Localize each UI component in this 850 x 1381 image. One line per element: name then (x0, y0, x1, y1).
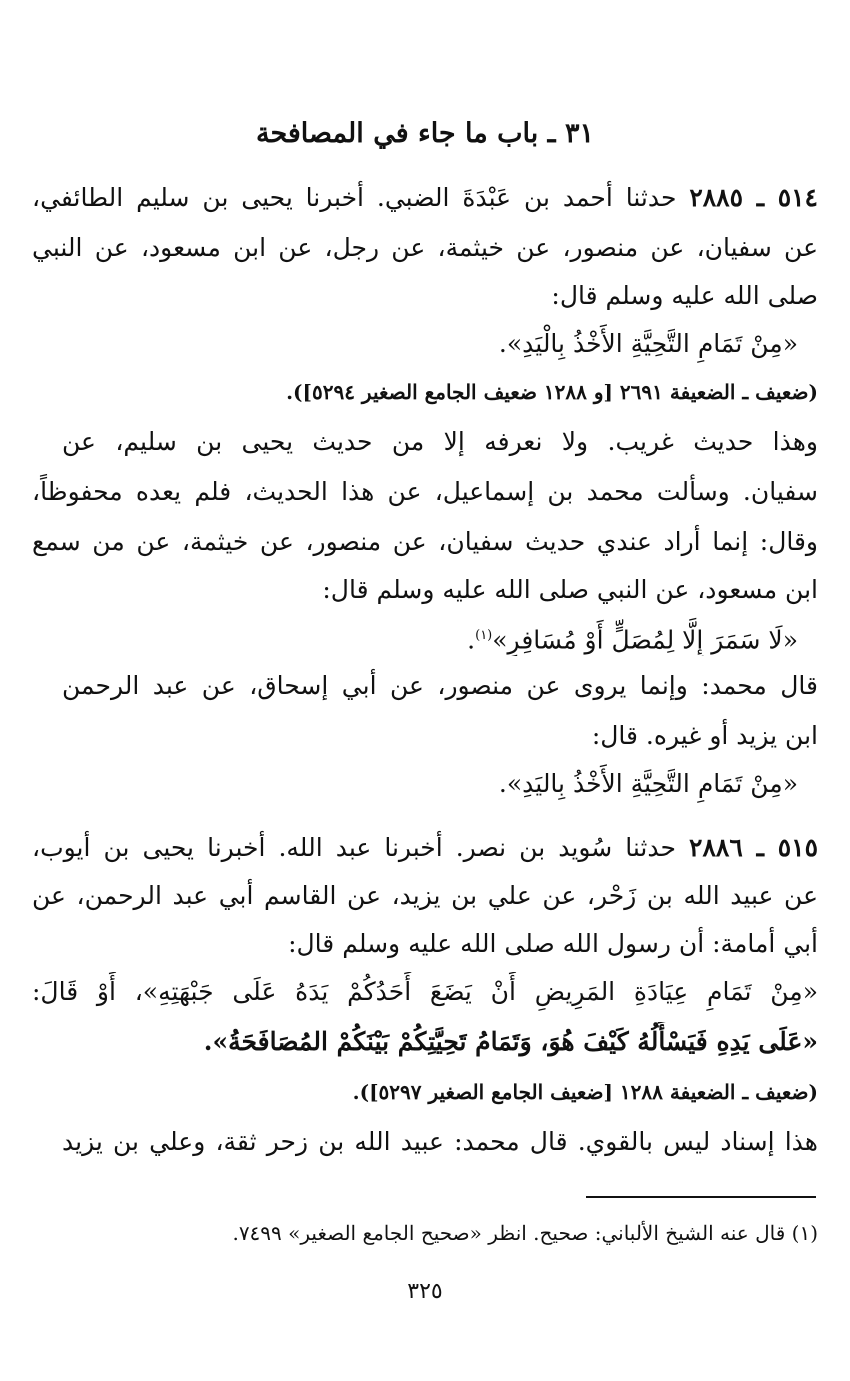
hadith-515-matn-1: «مِنْ تَمَامِ عِيَادَةِ المَرِيضِ أَنْ يَضَعَ أَحَدُكُمْ يَدَهُ عَلَى جَبْهَتِهِ»، أَوْ قَالَ: (32, 977, 818, 1006)
footnote-ref[interactable]: (١) (475, 628, 493, 643)
hadith-515-line-2: عن عبيد الله بن زَحْر، عن علي بن يزيد، عن القاسم أبي عبد الرحمن، عن (32, 881, 818, 910)
hadith-514-matn-2 (58, 616, 798, 656)
hadith-514-number: ٥١٤ ـ ٢٨٨٥ (689, 183, 818, 212)
footnote-1: (١) قال عنه الشيخ الألباني: صحيح. انظر «صحيح الجامع الصغير» ٧٤٩٩. (232, 1221, 818, 1245)
hadith-514-grading: (ضعيف ـ الضعيفة ٢٦٩١ [و ١٢٨٨ ضعيف الجامع الصغير ٥٢٩٤]). (286, 380, 818, 404)
comment-514-line-1: وهذا حديث غريب. ولا نعرفه إلا من حديث يحيى بن سليم، عن (62, 427, 818, 456)
hadith-514-matn-3: «مِنْ تَمَامِ التَّحِيَّةِ الأَخْذُ بِاليَدِ». (498, 769, 798, 798)
matn-2-end: . (467, 625, 476, 655)
comment-514-line-4: ابن مسعود، عن النبي صلى الله عليه وسلم قال: (322, 575, 818, 604)
comment-515-line-1: هذا إسناد ليس بالقوي. قال محمد: عبيد الله بن زحر ثقة، وعلي بن يزيد (62, 1127, 818, 1156)
footnote-divider (586, 1196, 816, 1198)
hadith-515-line-1 (32, 828, 818, 868)
hadith-515-matn-2: «عَلَى يَدِهِ فَيَسْأَلُهُ كَيْفَ هُوَ، وَتَمَامُ تَحِيَّتِكُمْ بَيْنَكُمْ المُصَافَحَةُ». (203, 1027, 818, 1056)
hadith-515-grading: (ضعيف ـ الضعيفة ١٢٨٨ [ضعيف الجامع الصغير ٥٢٩٧]). (352, 1080, 818, 1104)
hadith-514-matn: «مِنْ تَمَامِ التَّحِيَّةِ الأَخْذُ بِالْيَدِ». (498, 329, 798, 358)
hadith-514-line-3: صلى الله عليه وسلم قال: (551, 281, 818, 310)
chapter-title: ٣١ ـ باب ما جاء في المصافحة (256, 118, 594, 149)
hadith-514-line-2: عن سفيان، عن منصور، عن خيثمة، عن رجل، عن ابن مسعود، عن النبي (32, 233, 818, 262)
hadith-515-line-3: أبي أمامة: أن رسول الله صلى الله عليه وسلم قال: (288, 929, 818, 958)
page-number: ٣٢٥ (407, 1279, 443, 1304)
hadith-514-line-1 (32, 178, 818, 218)
comment-514-line-5: قال محمد: وإنما يروى عن منصور، عن أبي إسحاق، عن عبد الرحمن (62, 671, 818, 700)
matn-2-text: «لَا سَمَرَ إِلَّا لِمُصَلٍّ أَوْ مُسَافِرٍ» (492, 625, 798, 655)
comment-514-line-3: وقال: إنما أراد عندي حديث سفيان، عن منصور، عن خيثمة، عن من سمع (32, 527, 818, 556)
comment-514-line-2: سفيان. وسألت محمد بن إسماعيل، عن هذا الحديث، فلم يعده محفوظاً، (32, 477, 818, 506)
comment-514-line-6: ابن يزيد أو غيره. قال: (591, 721, 818, 750)
hadith-515-isnad-1: حدثنا سُويد بن نصر. أخبرنا عبد الله. أخبرنا يحيى بن أيوب، (32, 833, 676, 862)
hadith-514-isnad-1: حدثنا أحمد بن عَبْدَةَ الضبي. أخبرنا يحيى بن سليم الطائفي، (32, 183, 677, 212)
hadith-515-number: ٥١٥ ـ ٢٨٨٦ (689, 833, 818, 862)
